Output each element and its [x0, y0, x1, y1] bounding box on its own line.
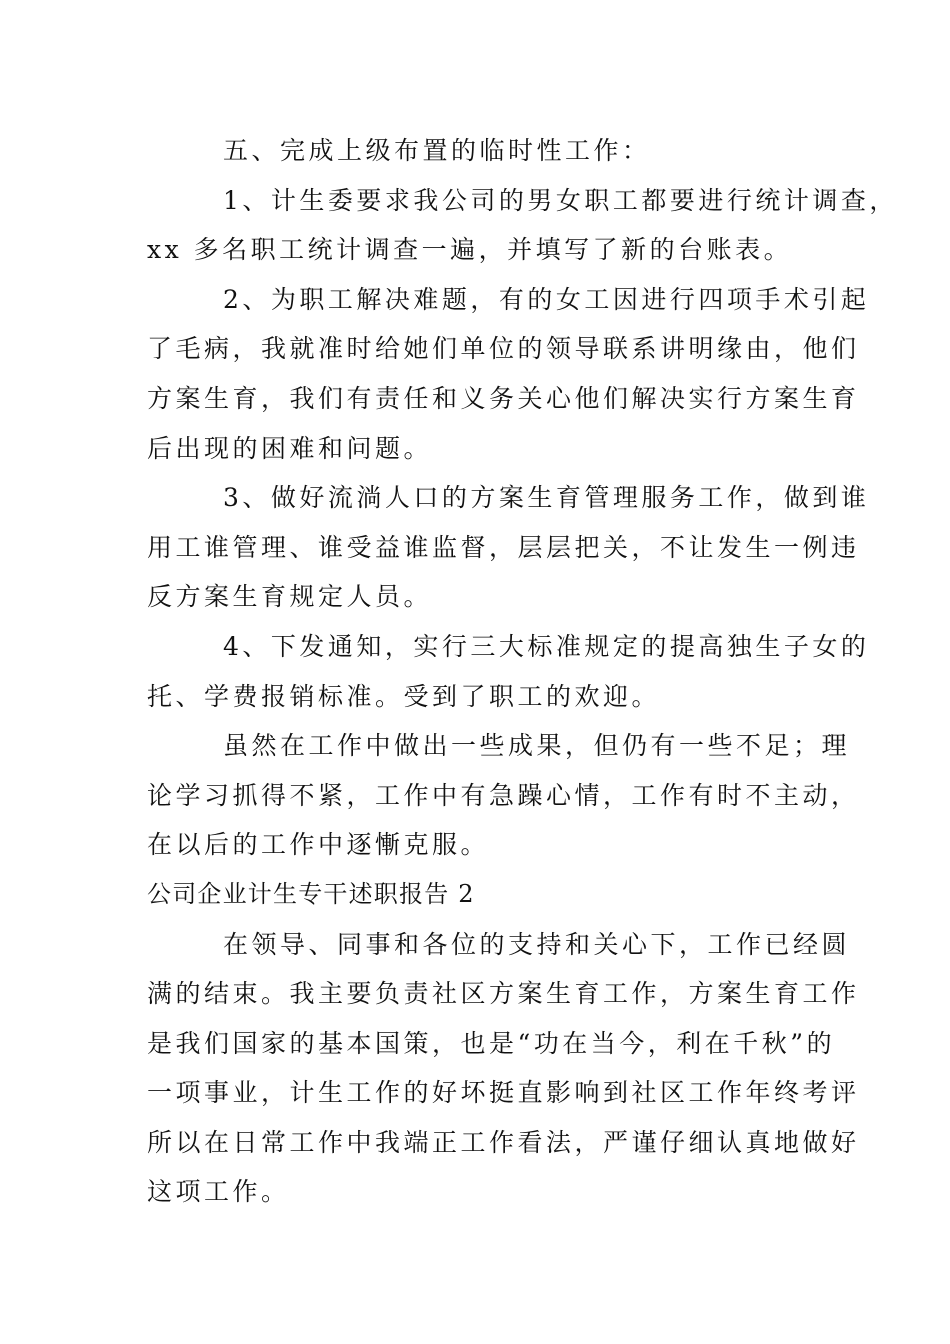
paragraph-line: 虽然在工作中做出一些成果，但仍有一些不足；理: [223, 731, 851, 761]
paragraph-line: 在以后的工作中逐慚克服。: [147, 830, 490, 860]
paragraph-line: 这项工作。: [147, 1177, 290, 1207]
paragraph-line: 所以在日常工作中我端正工作看法，严谨仔细认真地做好: [147, 1127, 860, 1157]
paragraph-line: xx 多名职工统计调查一遍，并填写了新的台账表。: [147, 235, 793, 265]
paragraph-line: 3、做好流淌人口的方案生育管理服务工作，做到谁: [223, 483, 870, 513]
section-heading-five: 五、完成上级布置的临时性工作：: [223, 136, 651, 165]
paragraph-line: 用工谁管理、谁受益谁监督，层层把关，不让发生一例违: [147, 532, 860, 562]
document-body: [147, 126, 898, 1217]
paragraph-line: 在领导、同事和各位的支持和关心下，工作已经圆: [223, 929, 851, 959]
paragraph-line: 反方案生育规定人员。: [147, 582, 433, 612]
paragraph-line: 4、下发通知，实行三大标准规定的提高独生子女的: [223, 631, 870, 661]
paragraph-line: 2、为职工解决难题，有的女工因进行四项手术引起: [223, 284, 870, 314]
paragraph-line: 满的结束。我主要负责社区方案生育工作，方案生育工作: [147, 979, 860, 1009]
paragraph-line: 方案生育，我们有责任和义务关心他们解决实行方案生育: [147, 383, 860, 413]
paragraph-line: 一项事业，计生工作的好坏挺直影响到社区工作年终考评: [147, 1078, 860, 1108]
paragraph-line: 1、计生委要求我公司的男女职工都要进行统计调查，: [223, 185, 898, 215]
paragraph-line: 后出现的困难和问题。: [147, 433, 433, 463]
report-title: 公司企业计生专干述职报告 2: [147, 879, 475, 908]
paragraph-line: 了毛病，我就准时给她们单位的领导联系讲明缘由，他们: [147, 334, 860, 364]
paragraph-line: 托、学费报销标准。受到了职工的欢迎。: [147, 681, 661, 711]
paragraph-line: 是我们国家的基本国策，也是“功在当今，利在千秋”的: [147, 1028, 836, 1058]
paragraph-line: 论学习抓得不紧，工作中有急躁心情，工作有时不主动，: [147, 780, 860, 810]
